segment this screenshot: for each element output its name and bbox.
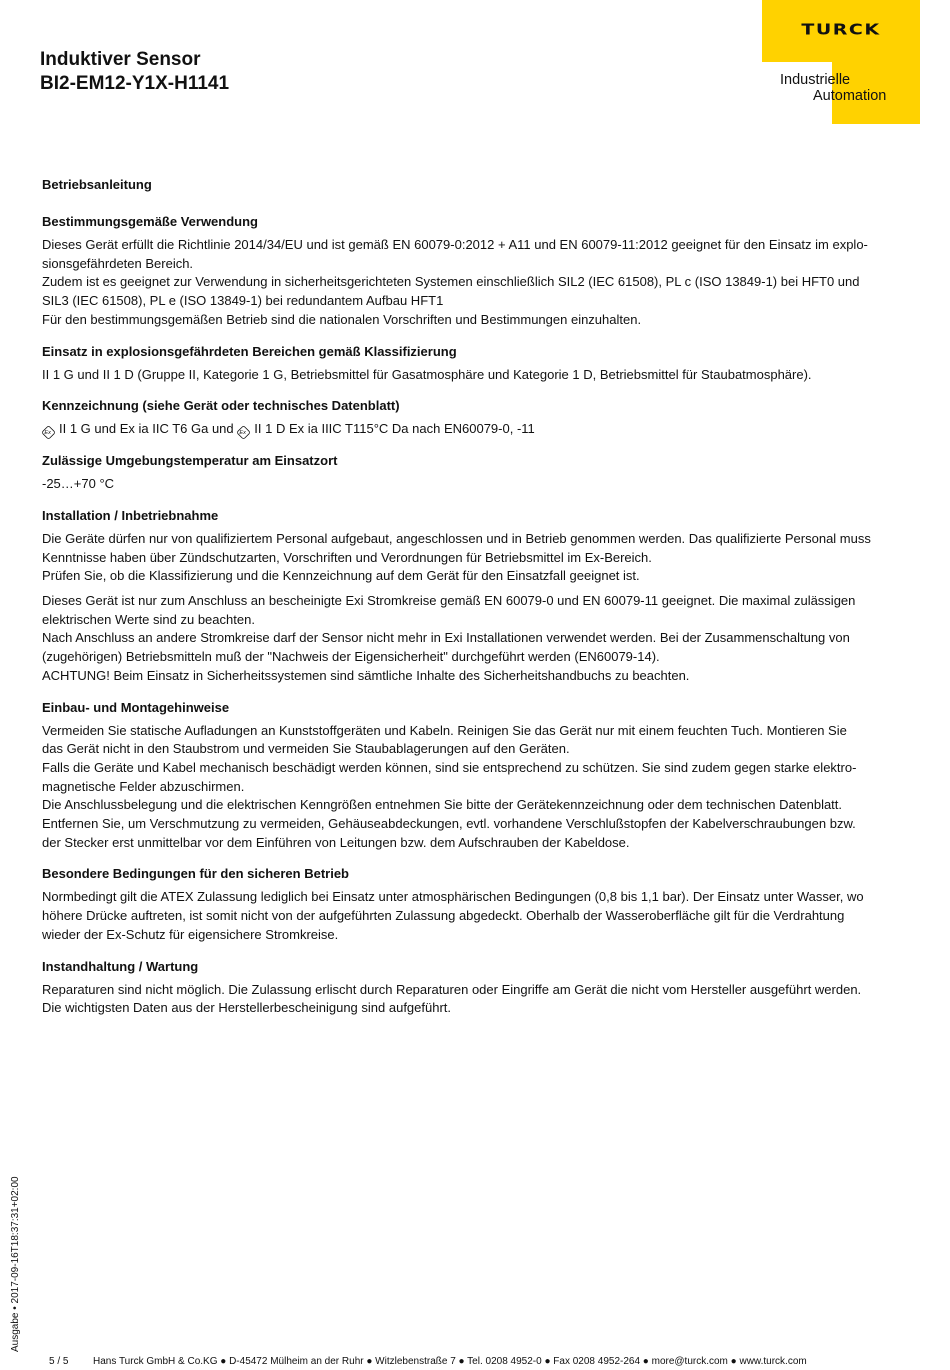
page-number: 5 / 5 [49,1356,69,1367]
turck-logo [762,0,920,124]
section-title: Einsatz in explosionsgefährdeten Bereichen gemäß Klassifizierung [42,343,457,359]
section-maintenance [42,958,912,1018]
text-line: Kenntnisse haben über Zündschutzarten, Vorschriften und Verordnungen für Betriebsmittel im Ex-Bereich. [42,549,652,565]
text-line: (zugehörigen) Betriebsmitteln muß der "Nachweis der Eigensicherheit" durchgeführt werden (EN60079-14). [42,649,660,665]
section-installation [42,507,912,686]
ex-symbol-icon: Ex [236,425,251,440]
logo-wordmark: TURCK [801,21,881,39]
section-special-conditions [42,865,912,944]
section-title: Kennzeichnung (siehe Gerät oder technisches Datenblatt) [42,398,400,414]
text-line: elektrischen Werte sind zu beachten. [42,611,255,627]
marking-text-2: II 1 D Ex ia IIIC T115°C Da nach EN60079-0, -11 [254,421,535,437]
section-title: Zulässige Umgebungstemperatur am Einsatzort [42,453,338,469]
text-line: Entfernen Sie, um Verschmutzung zu vermeiden, Gehäuseabdeckungen, evtl. vorhandene Verschlußstopfen der Kabelverschraubungen bzw. [42,816,856,832]
text-line: Für den bestimmungsgemäßen Betrieb sind die nationalen Vorschriften und Bestimmungen einzuhalten. [42,311,642,327]
text-line: Die Geräte dürfen nur von qualifiziertem Personal aufgebaut, angeschlossen und in Betrieb genommen werden. Das qualifizierte Personal muss [42,530,871,546]
text-line: Dieses Gerät erfüllt die Richtlinie 2014/34/EU und ist gemäß EN 60079-0:2012 + A11 und EN 60079-11:2012 geeignet für den Einsatz im explo- [42,237,868,252]
text-line: SIL3 (IEC 61508), PL e (ISO 13849-1) bei redundantem Aufbau HFT1 [42,293,444,309]
text-line: sionsgefährdeten Bereich. [42,255,194,271]
text-line: wieder der Ex-Schutz für eigensichere Stromkreise. [42,926,339,942]
section-mounting [42,699,912,853]
text-line: Falls die Geräte und Kabel mechanisch beschädigt werden können, sind sie entsprechend zu schützen. Sie sind zudem gegen starke elektro- [42,759,857,775]
text-line: Reparaturen sind nicht möglich. Die Zulassung erlischt durch Reparaturen oder Eingriffe am Gerät die nicht vom Hersteller ausgeführt werden. [42,981,862,997]
section-title: Instandhaltung / Wartung [42,958,199,974]
marking-line [42,420,912,439]
section-title: Besondere Bedingungen für den sicheren Betrieb [42,866,349,882]
text-line: Dieses Gerät ist nur zum Anschluss an bescheinigte Exi Stromkreise gemäß EN 60079-0 und EN 60079-11 geeignet. Die maximal zulässigen [42,593,856,609]
text-line: -25…+70 °C [42,476,115,492]
main-heading: Betriebsanleitung [42,177,152,192]
product-code: BI2-EM12-Y1X-H1141 [40,73,230,94]
product-type: Induktiver Sensor [40,49,201,70]
logo-tagline-line1: Industrielle [780,72,851,88]
text-line: Prüfen Sie, ob die Klassifizierung und die Kennzeichnung auf dem Gerät für den Einsatzfall geeignet ist. [42,568,640,584]
ex-symbol-icon: Ex [41,425,56,440]
text-line: höhere Drücke auftreten, ist somit nicht von der aufgeführten Zulassung abgedeckt. Oberhalb der Wasseroberfläche gilt für die Verdrahtung [42,908,845,924]
document-title [40,48,229,96]
document-body [42,176,912,1031]
section-intended-use [42,213,912,330]
section-ambient-temperature [42,452,912,494]
text-line: ACHTUNG! Beim Einsatz in Sicherheitssystemen sind sämtliche Inhalte des Sicherheitshandbuchs zu beachten. [42,667,690,683]
section-hazardous-areas [42,343,912,385]
text-line: II 1 G und II 1 D (Gruppe II, Kategorie 1 G, Betriebsmittel für Gasatmosphäre und Kategorie 1 D, Betriebsmittel für Staubatmosphäre). [42,366,812,382]
text-line: der Stecker erst unmittelbar vor dem Einführen von Leitungen bzw. dem Aufschrauben der Kabeldose. [42,834,630,850]
section-marking [42,397,912,439]
text-line: magnetische Felder abzuschirmen. [42,778,245,794]
text-line: Nach Anschluss an andere Stromkreise darf der Sensor nicht mehr in Exi Installationen verwendet werden. Bei der Zusammenschaltung von [42,630,850,646]
text-line: Die wichtigsten Daten aus der Herstellerbescheinigung sind aufgeführt. [42,1000,452,1016]
text-line: Vermeiden Sie statische Aufladungen an Kunststoffgeräten und Kabeln. Reinigen Sie das Gerät nur mit einem feuchten Tuch. Montieren Sie [42,722,847,738]
text-line: Normbedingt gilt die ATEX Zulassung lediglich bei Einsatz unter atmosphärischen Bedingungen (0,8 bis 1,1 bar). Der Einsatz unter Wasser, wo [42,889,864,905]
section-title: Bestimmungsgemäße Verwendung [42,214,258,229]
text-line: Zudem ist es geeignet zur Verwendung in sicherheitsgerichteten Systemen einschließlich SIL2 (IEC 61508), PL c (ISO 13849-1) bei HFT0 und [42,274,860,290]
logo-tagline-line2: Automation [813,88,887,104]
marking-text-1: II 1 G und Ex ia IIC T6 Ga und [59,421,234,437]
section-title: Installation / Inbetriebnahme [42,507,219,523]
text-line: Die Anschlussbelegung und die elektrischen Kenngrößen entnehmen Sie bitte der Gerätekennzeichnung oder dem technischen Datenblatt. [42,797,843,813]
section-title: Einbau- und Montagehinweise [42,699,230,715]
edition-stamp: Ausgabe • 2017-09-16T18:37:31+02:00 [10,1176,21,1352]
text-line: das Gerät nicht in den Staubstrom und vermeiden Sie Staubablagerungen auf den Geräten. [42,741,570,757]
company-footer: Hans Turck GmbH & Co.KG ● D-45472 Mülheim an der Ruhr ● Witzlebenstraße 7 ● Tel. 0208 4952-0 ● Fax 0208 4952-264 ● more@turck.com ● www.turck.com [93,1356,807,1367]
